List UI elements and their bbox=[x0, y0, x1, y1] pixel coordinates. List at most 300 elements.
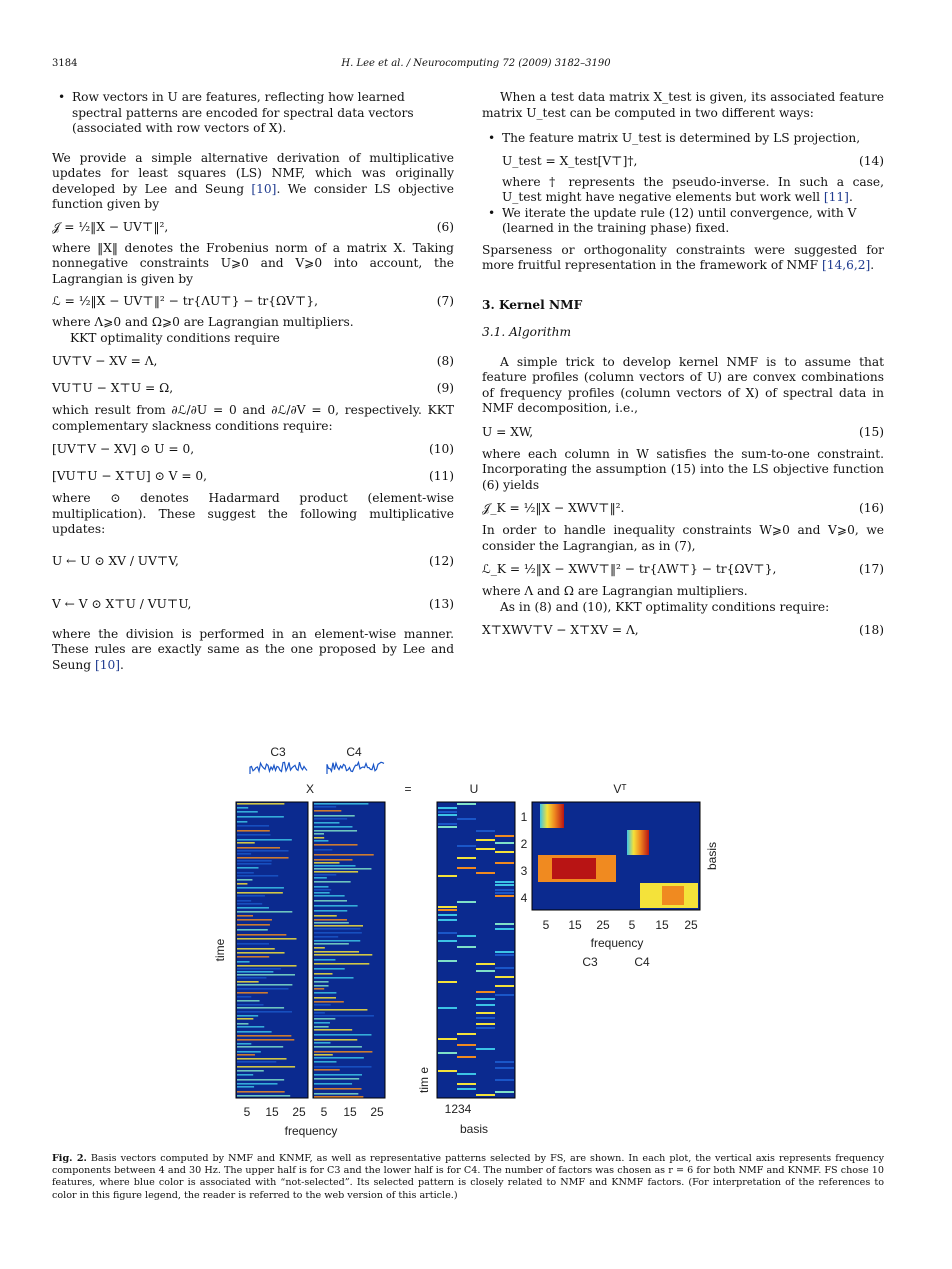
x-tick-3: 25 bbox=[292, 1105, 306, 1119]
x-heatmap-stripe bbox=[314, 1018, 335, 1020]
right-para-sum-to-one: where each column in W satisfies the sum-to-one constraint. Incorporating the assumption (15) into the LS objective function (6) yields bbox=[482, 446, 884, 492]
x-heatmap-stripe bbox=[314, 951, 359, 953]
right-para-pseudo-inverse: where † represents the pseudo-inverse. In such a case, U_test might have negative elements but work well [11]. bbox=[502, 174, 884, 204]
x-heatmap-stripe bbox=[237, 1079, 284, 1081]
u-heatmap-stripe bbox=[476, 1017, 495, 1019]
u-heatmap-stripe bbox=[457, 901, 476, 903]
caption-label: Fig. 2. bbox=[52, 1153, 87, 1164]
x-heatmap-stripe bbox=[314, 963, 369, 965]
u-tick-labels: 1234 bbox=[444, 1102, 472, 1116]
c3-waveform bbox=[250, 762, 307, 774]
x-heatmap-stripe bbox=[237, 915, 253, 917]
u-heatmap-stripe bbox=[457, 1083, 476, 1085]
x-heatmap-stripe bbox=[314, 877, 327, 879]
equation-18: X⊤XWV⊤V − X⊤XV = Λ, (18) bbox=[482, 623, 884, 637]
equation-15: U = XW, (15) bbox=[482, 424, 884, 439]
x-heatmap-stripe bbox=[314, 840, 328, 842]
u-heatmap-stripe bbox=[438, 1070, 457, 1072]
x-heatmap-stripe bbox=[314, 859, 353, 861]
x-heatmap-stripe bbox=[314, 968, 345, 970]
x-heatmap-stripe bbox=[314, 1012, 325, 1014]
u-heatmap-stripe bbox=[495, 985, 514, 987]
x-heatmap-stripe bbox=[237, 907, 269, 909]
ref-11-link[interactable]: [11] bbox=[823, 190, 849, 204]
x-heatmap-stripe bbox=[237, 834, 270, 836]
equation-16: 𝒥_K = ½‖X − XWV⊤‖². (16) bbox=[482, 501, 884, 515]
x-heatmap-stripe bbox=[314, 988, 324, 990]
x-heatmap-stripe bbox=[237, 1011, 292, 1013]
u-heatmap-stripe bbox=[457, 803, 476, 805]
vt-row-4: 4 bbox=[520, 891, 528, 905]
x-heatmap-stripe bbox=[314, 992, 336, 994]
x-heatmap-stripe bbox=[237, 847, 280, 849]
vt-row-1: 1 bbox=[520, 810, 528, 824]
x-heatmap-stripe bbox=[237, 1031, 272, 1033]
x-heatmap-stripe bbox=[237, 943, 269, 945]
ref-10-link[interactable]: [10] bbox=[251, 181, 277, 196]
vt-tick-5: 15 bbox=[655, 918, 669, 932]
c4-waveform bbox=[327, 762, 384, 774]
equation-17: ℒ_K = ½‖X − XWV⊤‖² − tr{ΛW⊤} − tr{ΩV⊤}, (17) bbox=[482, 562, 884, 576]
u-heatmap-stripe bbox=[438, 811, 457, 813]
x-tick-5: 15 bbox=[343, 1105, 357, 1119]
u-heatmap-stripe bbox=[476, 963, 495, 965]
x-heatmap-stripe bbox=[237, 883, 247, 885]
x-heatmap-stripe bbox=[314, 1074, 362, 1076]
x-heatmap-stripe bbox=[237, 952, 285, 954]
x-tick-6: 25 bbox=[370, 1105, 384, 1119]
u-heatmap-stripe bbox=[495, 884, 514, 886]
x-heatmap-stripe bbox=[314, 947, 325, 949]
x-heatmap-stripe bbox=[237, 924, 270, 926]
left-column bbox=[52, 90, 454, 673]
x-tick-4: 5 bbox=[320, 1105, 328, 1119]
x-heatmap-stripe bbox=[237, 853, 251, 855]
x-heatmap-stripe bbox=[237, 1066, 295, 1068]
x-heatmap-stripe bbox=[237, 839, 292, 841]
x-heatmap-stripe bbox=[314, 1042, 330, 1044]
x-heatmap-stripe bbox=[237, 1091, 285, 1093]
x-heatmap-stripe bbox=[314, 889, 331, 891]
x-heatmap-stripe bbox=[237, 911, 292, 913]
right-para-simple-trick: A simple trick to develop kernel NMF is to assume that feature profiles (column vectors of U) are convex combinations of frequency profiles (column vectors of X) of spectral data in NMF decomposition, i.e., bbox=[482, 354, 884, 415]
x-heatmap-stripe bbox=[237, 872, 254, 874]
u-heatmap-stripe bbox=[495, 895, 514, 897]
u-heatmap-stripe bbox=[476, 872, 495, 874]
x-heatmap-stripe bbox=[314, 895, 345, 897]
left-para-frobenius: where ‖X‖ denotes the Frobenius norm of a matrix X. Taking nonnegative constraints U⩾0 and V⩾0 into account, the Lagrangian is given by bbox=[52, 240, 454, 286]
x-heatmap-stripe bbox=[314, 881, 351, 883]
x-heatmap-stripe bbox=[237, 956, 269, 958]
u-heatmap-stripe bbox=[495, 889, 514, 891]
u-heatmap-stripe bbox=[476, 1023, 495, 1025]
u-heatmap-stripe bbox=[438, 932, 457, 934]
vt-tick-4: 5 bbox=[628, 918, 636, 932]
x-heatmap-stripe bbox=[314, 865, 356, 867]
u-heatmap-stripe bbox=[495, 842, 514, 844]
x-heatmap-stripe bbox=[314, 854, 374, 856]
x-heatmap-stripe bbox=[314, 1093, 358, 1095]
u-heatmap-stripe bbox=[476, 1004, 495, 1006]
x-heatmap-stripe bbox=[237, 857, 289, 859]
u-heatmap-stripe bbox=[495, 851, 514, 853]
x-heatmap-stripe bbox=[314, 1029, 352, 1031]
u-heatmap-stripe bbox=[438, 1052, 457, 1054]
left-para-division: where the division is performed in an element-wise manner. These rules are exactly same as the one proposed by Lee and Seung [10]. bbox=[52, 626, 454, 672]
x-heatmap-stripe bbox=[237, 948, 275, 950]
equation-6: 𝒥 = ½‖X − UV⊤‖², (6) bbox=[52, 219, 454, 234]
u-heatmap-stripe bbox=[457, 857, 476, 859]
u-heatmap-stripe bbox=[438, 960, 457, 962]
x-heatmap-stripe bbox=[314, 849, 332, 851]
u-heatmap-stripe bbox=[476, 1027, 495, 1029]
x-heatmap-stripe bbox=[314, 1083, 352, 1085]
equation-7: ℒ = ½‖X − UV⊤‖² − tr{ΛU⊤} − tr{ΩV⊤}, (7) bbox=[52, 294, 454, 308]
x-heatmap-stripe bbox=[314, 815, 355, 817]
x-heatmap-stripe bbox=[237, 867, 259, 869]
x-heatmap-stripe bbox=[237, 961, 250, 963]
u-heatmap-stripe bbox=[495, 994, 514, 996]
x-heatmap-stripe bbox=[314, 959, 335, 961]
x-heatmap-stripe bbox=[314, 1096, 363, 1098]
u-heatmap-stripe bbox=[495, 976, 514, 978]
x-heatmap-stripe bbox=[237, 1058, 287, 1060]
x-heatmap-stripe bbox=[314, 915, 337, 917]
left-para-slackness: which result from ∂ℒ/∂U = 0 and ∂ℒ/∂V = 0, respectively. KKT complementary slackness conditions require: bbox=[52, 403, 454, 433]
right-bullet-ls-projection: • The feature matrix U_test is determined by LS projection, bbox=[482, 131, 884, 147]
u-heatmap-stripe bbox=[495, 1079, 514, 1081]
u-heatmap-stripe bbox=[457, 1056, 476, 1058]
x-heatmap-stripe bbox=[237, 1046, 283, 1048]
u-heatmap-stripe bbox=[438, 826, 457, 828]
x-heatmap-stripe bbox=[314, 874, 336, 876]
x-heatmap-stripe bbox=[314, 1015, 374, 1017]
x-heatmap-stripe bbox=[237, 825, 269, 827]
u-heatmap-stripe bbox=[495, 835, 514, 837]
x-heatmap-stripe bbox=[314, 1078, 359, 1080]
x-heatmap-stripe bbox=[314, 932, 362, 934]
x-heatmap-stripe bbox=[314, 822, 339, 824]
x-heatmap-stripe bbox=[237, 988, 289, 990]
x-heatmap-stripe bbox=[314, 818, 347, 820]
x-heatmap-stripe bbox=[314, 997, 336, 999]
x-heatmap-stripe bbox=[237, 971, 273, 973]
u-heatmap-stripe bbox=[495, 892, 514, 894]
vt-xlabel-frequency: frequency bbox=[590, 936, 644, 950]
equation-8: UV⊤V − XV = Λ, (8) bbox=[52, 354, 454, 368]
x-heatmap-stripe bbox=[314, 871, 358, 873]
figure-2 bbox=[0, 740, 952, 1150]
x-heatmap-stripe bbox=[314, 1054, 333, 1056]
ref-10-link-2[interactable]: [10] bbox=[94, 657, 120, 672]
u-heatmap-stripe bbox=[476, 1094, 495, 1096]
x-heatmap-stripe bbox=[314, 973, 333, 975]
vt-row-3: 3 bbox=[520, 864, 528, 878]
x-heatmap-stripe bbox=[314, 910, 347, 912]
u-heatmap-stripe bbox=[495, 1091, 514, 1093]
x-heatmap-stripe bbox=[314, 977, 354, 979]
left-para-multipliers: where Λ⩾0 and Ω⩾0 are Lagrangian multipliers. bbox=[52, 315, 354, 329]
label-x: X bbox=[305, 782, 315, 796]
x-heatmap-stripe bbox=[237, 1039, 294, 1041]
right-bullet-iterate: • We iterate the update rule (12) until convergence, with V (learned in the training phase) fixed. bbox=[482, 206, 884, 237]
x-tick-1: 5 bbox=[243, 1105, 251, 1119]
u-heatmap-stripe bbox=[495, 923, 514, 925]
x-heatmap-stripe bbox=[314, 830, 357, 832]
x-heatmap-stripe bbox=[314, 1009, 367, 1011]
vt-tick-1: 5 bbox=[542, 918, 550, 932]
x-heatmap-stripe bbox=[237, 803, 284, 805]
x-heatmap-stripe bbox=[314, 954, 372, 956]
u-heatmap-stripe bbox=[495, 967, 514, 969]
x-matrix-heatmaps bbox=[236, 802, 385, 1098]
u-heatmap-stripe bbox=[457, 867, 476, 869]
u-heatmap-stripe bbox=[457, 946, 476, 948]
equation-14: U_test = X_test[V⊤]†, (14) bbox=[502, 153, 884, 168]
x-heatmap-stripe bbox=[314, 833, 324, 835]
x-heatmap-stripe bbox=[237, 1083, 278, 1085]
vt-tick-2: 15 bbox=[568, 918, 582, 932]
x-heatmap-stripe bbox=[314, 803, 368, 805]
x-heatmap-stripe bbox=[314, 940, 360, 942]
x-heatmap-stripe bbox=[237, 1023, 248, 1025]
x-heatmap-stripe bbox=[237, 816, 284, 818]
x-heatmap-stripe bbox=[237, 842, 255, 844]
equation-11: [VU⊤U − X⊤U] ⊙ V = 0, (11) bbox=[52, 469, 454, 483]
xlabel-basis: basis bbox=[459, 1122, 489, 1136]
x-heatmap-stripe bbox=[237, 1015, 258, 1017]
x-heatmap-stripe bbox=[237, 981, 259, 983]
x-heatmap-stripe bbox=[237, 879, 252, 881]
x-heatmap-stripe bbox=[237, 919, 272, 921]
x-heatmap-stripe bbox=[314, 936, 338, 938]
x-heatmap-stripe bbox=[237, 992, 268, 994]
vt-blob-2 bbox=[627, 830, 649, 855]
equation-13: V ← V ⊙ X⊤U / VU⊤U, (13) bbox=[52, 596, 454, 611]
right-para-sparseness: Sparseness or orthogonality constraints were suggested for more fruitful representation in the framework of NMF [14,6,2]. bbox=[482, 242, 884, 272]
x-heatmap-stripe bbox=[314, 900, 347, 902]
x-heatmap-stripe bbox=[314, 1004, 331, 1006]
figure-caption bbox=[52, 1153, 884, 1202]
x-heatmap-stripe bbox=[314, 922, 349, 924]
u-heatmap-stripe bbox=[438, 919, 457, 921]
x-heatmap-stripe bbox=[237, 1070, 264, 1072]
x-heatmap-stripe bbox=[237, 1004, 264, 1006]
x-heatmap-stripe bbox=[314, 1088, 362, 1090]
x-heatmap-stripe bbox=[237, 1086, 254, 1088]
x-heatmap-stripe bbox=[237, 821, 247, 823]
u-heatmap-stripe bbox=[457, 1088, 476, 1090]
x-heatmap-stripe bbox=[237, 938, 296, 940]
u-heatmap-stripe bbox=[495, 1061, 514, 1063]
x-heatmap-stripe bbox=[314, 886, 328, 888]
u-heatmap-stripe bbox=[438, 814, 457, 816]
x-heatmap-c4 bbox=[313, 802, 385, 1098]
equation-10: [UV⊤V − XV] ⊙ U = 0, (10) bbox=[52, 442, 454, 456]
x-heatmap-stripe bbox=[314, 1057, 364, 1059]
x-heatmap-stripe bbox=[314, 928, 360, 930]
ylabel-time: time bbox=[213, 938, 227, 962]
x-heatmap-stripe bbox=[237, 968, 281, 970]
x-heatmap-stripe bbox=[237, 900, 251, 902]
x-heatmap-stripe bbox=[314, 943, 349, 945]
x-heatmap-stripe bbox=[237, 863, 271, 865]
u-heatmap-stripe bbox=[457, 818, 476, 820]
x-heatmap-stripe bbox=[314, 826, 352, 828]
u-heatmap-stripe bbox=[438, 914, 457, 916]
u-heatmap-stripe bbox=[476, 1012, 495, 1014]
x-heatmap-stripe bbox=[237, 1043, 251, 1045]
x-heatmap-stripe bbox=[237, 895, 265, 897]
x-heatmap-stripe bbox=[237, 1018, 253, 1020]
x-heatmap-stripe bbox=[314, 1051, 372, 1053]
x-heatmap-stripe bbox=[237, 860, 272, 862]
x-tick-2: 15 bbox=[265, 1105, 279, 1119]
u-heatmap-stripe bbox=[438, 875, 457, 877]
right-column bbox=[482, 90, 884, 645]
x-heatmap-stripe bbox=[237, 1007, 284, 1009]
x-heatmap-stripe bbox=[314, 1034, 371, 1036]
running-head: H. Lee et al. / Neurocomputing 72 (2009) 3182–3190 bbox=[341, 58, 611, 69]
x-heatmap-stripe bbox=[237, 807, 248, 809]
figure-2-svg bbox=[0, 740, 952, 1150]
section-heading-kernel-nmf: 3. Kernel NMF bbox=[482, 297, 583, 312]
x-heatmap-stripe bbox=[314, 1046, 362, 1048]
u-heatmap-stripe bbox=[476, 1048, 495, 1050]
right-para-inequality: In order to handle inequality constraints W⩾0 and V⩾0, we consider the Lagrangian, as in (7), bbox=[482, 523, 884, 553]
u-heatmap-stripe bbox=[495, 862, 514, 864]
x-heatmap-stripe bbox=[237, 929, 268, 931]
x-heatmap-stripe bbox=[237, 1074, 253, 1076]
u-heatmap-stripe bbox=[476, 839, 495, 841]
right-para-kkt-require: As in (8) and (10), KKT optimality conditions require: bbox=[500, 599, 830, 614]
vt-tick-3: 25 bbox=[596, 918, 610, 932]
u-heatmap-stripe bbox=[495, 881, 514, 883]
u-heatmap-stripe bbox=[495, 928, 514, 930]
x-heatmap-c3 bbox=[236, 802, 308, 1098]
right-para-test-data: When a test data matrix X_test is given, its associated feature matrix U_test can be computed in two different ways: bbox=[482, 90, 884, 120]
x-heatmap-stripe bbox=[237, 1051, 261, 1053]
u-heatmap-stripe bbox=[438, 909, 457, 911]
x-heatmap-stripe bbox=[314, 810, 341, 812]
x-heatmap-stripe bbox=[314, 806, 336, 808]
u-heatmap-stripe bbox=[438, 807, 457, 809]
vt-tick-labels bbox=[543, 918, 698, 932]
u-heatmap-stripe bbox=[495, 951, 514, 953]
x-heatmap-stripe bbox=[314, 981, 329, 983]
caption-text: Basis vectors computed by NMF and KNMF, as well as representative patterns selected by FS, are shown. In each plot, the vertical axis represents frequency components between 4 and 30 Hz. The upper half is for C3 and the lower half is for C4. The number of factors was chosen as r = 6 for both NMF and KNMF. FS chose 10 features, where blue color is associated with “not-selected”. Its selected pattern is closely related to NMF and KNMF factors. (For interpretation of the references to color in this figure legend, the reader is referred to the web version of this article.) bbox=[52, 1153, 884, 1201]
x-heatmap-stripe bbox=[314, 862, 339, 864]
u-heatmap-stripe bbox=[457, 1044, 476, 1046]
ylabel-basis: basis bbox=[705, 841, 719, 871]
x-heatmap-stripe bbox=[237, 1035, 291, 1037]
x-heatmap-stripe bbox=[237, 1026, 264, 1028]
right-para-lagrangian-mult: where Λ and Ω are Lagrangian multipliers. bbox=[482, 584, 748, 598]
left-para-derivation: We provide a simple alternative derivation of multiplicative updates for least squares (LS) NMF, which was originally developed by Lee and Seung [10]. We consider LS objective function given by bbox=[52, 150, 454, 211]
left-para-kkt: KKT optimality conditions require bbox=[70, 330, 280, 345]
u-heatmap-stripe bbox=[495, 954, 514, 956]
x-heatmap-stripe bbox=[237, 965, 297, 967]
x-heatmap-stripe bbox=[237, 1000, 260, 1002]
x-heatmap-stripe bbox=[314, 892, 330, 894]
label-u: U bbox=[469, 782, 479, 796]
x-heatmap-stripe bbox=[314, 837, 324, 839]
x-heatmap-stripe bbox=[314, 844, 358, 846]
u-heatmap-stripe bbox=[457, 935, 476, 937]
u-heatmap-stripe bbox=[476, 998, 495, 1000]
u-heatmap-stripe bbox=[476, 991, 495, 993]
x-heatmap-stripe bbox=[237, 903, 262, 905]
x-heatmap-stripe bbox=[314, 985, 329, 987]
x-heatmap-stripe bbox=[314, 1066, 371, 1068]
x-heatmap-stripe bbox=[314, 1001, 344, 1003]
x-heatmap-stripe bbox=[314, 1061, 336, 1063]
x-heatmap-stripe bbox=[314, 905, 358, 907]
ylabel-time-u: tim e bbox=[417, 1066, 431, 1094]
vt-blob-4-core bbox=[662, 886, 684, 905]
u-heatmap-stripe bbox=[476, 830, 495, 832]
left-bullet-features: • Row vectors in U are features, reflecting how learned spectral patterns are encoded for spectral data vectors (associated with row vectors of X). bbox=[52, 90, 454, 137]
ref-14-6-2-link[interactable]: [14,6,2] bbox=[822, 258, 871, 272]
u-heatmap-stripe bbox=[457, 1073, 476, 1075]
u-heatmap-stripe bbox=[438, 1007, 457, 1009]
equation-12: U ← U ⊙ XV / UV⊤V, (12) bbox=[52, 553, 454, 568]
x-heatmap-stripe bbox=[237, 996, 251, 998]
x-heatmap-stripe bbox=[314, 1039, 357, 1041]
vt-row-labels bbox=[521, 810, 528, 905]
x-tick-labels bbox=[244, 1105, 384, 1119]
x-heatmap-stripe bbox=[237, 887, 284, 889]
u-heatmap-stripe bbox=[457, 1033, 476, 1035]
u-heatmap-stripe bbox=[495, 1067, 514, 1069]
x-heatmap-stripe bbox=[237, 1095, 290, 1097]
x-heatmap-stripe bbox=[237, 977, 266, 979]
label-c3: C3 bbox=[270, 745, 286, 759]
x-heatmap-stripe bbox=[314, 1069, 340, 1071]
x-heatmap-stripe bbox=[237, 850, 289, 852]
u-heatmap-stripe bbox=[476, 848, 495, 850]
u-heatmap-stripe bbox=[457, 845, 476, 847]
vt-label-c3: C3 bbox=[582, 955, 598, 969]
xlabel-frequency: frequency bbox=[284, 1124, 338, 1138]
x-heatmap-stripe bbox=[314, 925, 363, 927]
vt-tick-6: 25 bbox=[684, 918, 698, 932]
label-vt: Vᵀ bbox=[613, 782, 627, 796]
x-heatmap-stripe bbox=[237, 875, 278, 877]
u-heatmap-stripe bbox=[438, 1038, 457, 1040]
subsection-heading-algorithm: 3.1. Algorithm bbox=[482, 325, 571, 339]
label-equals: = bbox=[404, 782, 412, 796]
u-heatmap-stripe bbox=[438, 981, 457, 983]
x-heatmap-stripe bbox=[237, 934, 286, 936]
vt-blob-3-core bbox=[552, 858, 596, 879]
x-heatmap-stripe bbox=[237, 1061, 276, 1063]
vt-row-2: 2 bbox=[520, 837, 528, 851]
x-heatmap-stripe bbox=[237, 984, 292, 986]
u-heatmap-stripe bbox=[438, 940, 457, 942]
x-heatmap-stripe bbox=[314, 1022, 330, 1024]
vt-label-c4: C4 bbox=[634, 955, 650, 969]
u-heatmap-stripe bbox=[438, 906, 457, 908]
x-heatmap-stripe bbox=[237, 811, 258, 813]
u-heatmap-stripe bbox=[476, 970, 495, 972]
x-heatmap-stripe bbox=[237, 974, 295, 976]
x-heatmap-stripe bbox=[314, 868, 371, 870]
x-heatmap-stripe bbox=[237, 892, 283, 894]
vt-blob-1 bbox=[540, 804, 564, 828]
left-para-hadamard: where ⊙ denotes Hadarmard product (element-wise multiplication). These suggest the following multiplicative updates: bbox=[52, 491, 454, 536]
x-heatmap-stripe bbox=[237, 830, 270, 832]
